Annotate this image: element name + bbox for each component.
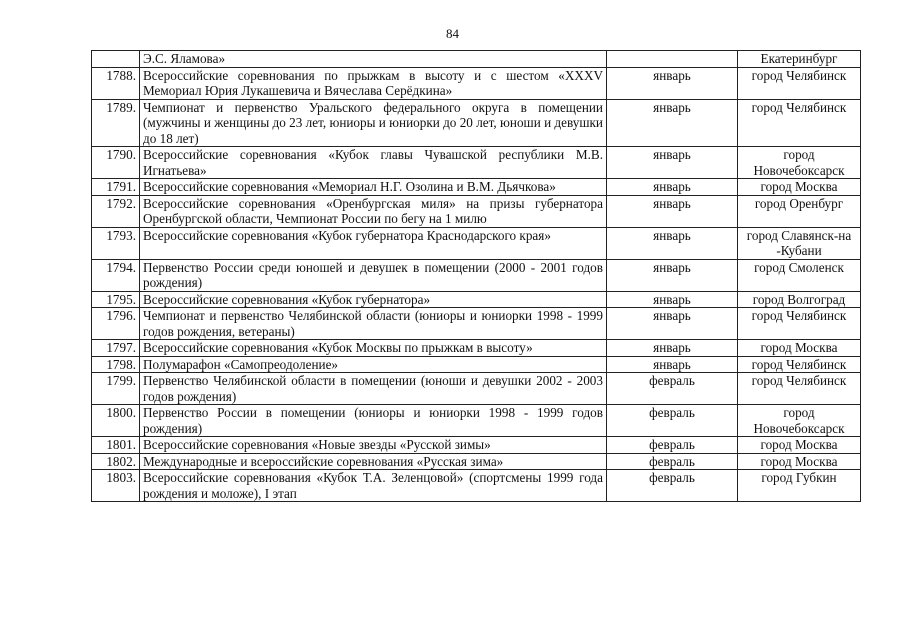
event-date-cell: январь	[607, 147, 738, 179]
event-date-cell: январь	[607, 259, 738, 291]
event-date-cell: февраль	[607, 453, 738, 470]
event-number-cell: 1794.	[92, 259, 140, 291]
table-row	[92, 67, 861, 99]
event-number-cell: 1792.	[92, 195, 140, 227]
event-name-cell: Всероссийские соревнования «Кубок главы Чувашской республики М.В. Игнатьева»	[140, 147, 607, 179]
event-date-cell: январь	[607, 291, 738, 308]
event-number-cell: 1799.	[92, 373, 140, 405]
event-place-cell: город Челябинск	[738, 308, 861, 340]
event-number-cell: 1802.	[92, 453, 140, 470]
event-date-cell: январь	[607, 356, 738, 373]
event-date-cell: февраль	[607, 437, 738, 454]
table-row	[92, 453, 861, 470]
table-row	[92, 179, 861, 196]
event-date-cell: январь	[607, 340, 738, 357]
event-date-cell: январь	[607, 99, 738, 147]
table-row	[92, 405, 861, 437]
event-date-cell: февраль	[607, 405, 738, 437]
event-name-cell: Э.С. Яламова»	[140, 51, 607, 68]
event-number-cell: 1789.	[92, 99, 140, 147]
event-number-cell: 1797.	[92, 340, 140, 357]
event-date-cell: январь	[607, 179, 738, 196]
event-number-cell: 1796.	[92, 308, 140, 340]
event-name-cell: Чемпионат и первенство Челябинской области (юниоры и юниорки 1998 - 1999 годов рождения, ветераны)	[140, 308, 607, 340]
event-place-cell: город Челябинск	[738, 99, 861, 147]
event-number-cell: 1801.	[92, 437, 140, 454]
table-row	[92, 291, 861, 308]
event-date-cell: февраль	[607, 373, 738, 405]
event-name-cell: Чемпионат и первенство Уральского федерального округа в помещении (мужчины и женщины до 23 лет, юниоры и юниорки до 20 лет, юноши и девушки до 18 лет)	[140, 99, 607, 147]
event-name-cell: Первенство России среди юношей и девушек в помещении (2000 - 2001 годов рождения)	[140, 259, 607, 291]
event-date-cell	[607, 51, 738, 68]
event-date-cell: январь	[607, 227, 738, 259]
table-row	[92, 373, 861, 405]
event-place-cell: город Волгоград	[738, 291, 861, 308]
table-row	[92, 308, 861, 340]
event-name-cell: Всероссийские соревнования «Кубок Москвы по прыжкам в высоту»	[140, 340, 607, 357]
event-place-cell: город Москва	[738, 437, 861, 454]
event-name-cell: Всероссийские соревнования «Кубок губернатора»	[140, 291, 607, 308]
event-name-cell: Первенство Челябинской области в помещении (юноши и девушки 2002 - 2003 годов рождения)	[140, 373, 607, 405]
table-row	[92, 195, 861, 227]
event-place-cell: город Новочебоксарск	[738, 147, 861, 179]
events-table	[91, 50, 861, 502]
event-name-cell: Международные и всероссийские соревнования «Русская зима»	[140, 453, 607, 470]
event-place-cell: город Новочебоксарск	[738, 405, 861, 437]
table-row	[92, 356, 861, 373]
page-number: 84	[446, 26, 459, 41]
table-row	[92, 259, 861, 291]
event-place-cell: город Смоленск	[738, 259, 861, 291]
event-number-cell: 1798.	[92, 356, 140, 373]
event-name-cell: Всероссийские соревнования «Кубок Т.А. Зеленцовой» (спортсмены 1999 года рождения и моложе), I этап	[140, 470, 607, 502]
event-name-cell: Всероссийские соревнования по прыжкам в высоту и с шестом «XXXV Мемориал Юрия Лукашевича и Вячеслава Серёдкина»	[140, 67, 607, 99]
event-number-cell: 1800.	[92, 405, 140, 437]
event-name-cell: Всероссийские соревнования «Новые звезды «Русской зимы»	[140, 437, 607, 454]
event-date-cell: январь	[607, 67, 738, 99]
table-row	[92, 51, 861, 68]
event-place-cell: город Челябинск	[738, 67, 861, 99]
event-number-cell: 1791.	[92, 179, 140, 196]
event-name-cell: Всероссийские соревнования «Кубок губернатора Краснодарского края»	[140, 227, 607, 259]
event-place-cell: Екатеринбург	[738, 51, 861, 68]
table-row	[92, 147, 861, 179]
event-number-cell: 1803.	[92, 470, 140, 502]
event-date-cell: январь	[607, 195, 738, 227]
event-place-cell: город Оренбург	[738, 195, 861, 227]
table-row	[92, 340, 861, 357]
event-number-cell: 1790.	[92, 147, 140, 179]
event-place-cell: город Челябинск	[738, 373, 861, 405]
table-row	[92, 437, 861, 454]
event-number-cell: 1788.	[92, 67, 140, 99]
table-row	[92, 99, 861, 147]
event-name-cell: Первенство России в помещении (юниоры и юниорки 1998 - 1999 годов рождения)	[140, 405, 607, 437]
table-row	[92, 470, 861, 502]
event-name-cell: Полумарафон «Самопреодоление»	[140, 356, 607, 373]
event-name-cell: Всероссийские соревнования «Оренбургская миля» на призы губернатора Оренбургской области, Чемпионат России по бегу на 1 милю	[140, 195, 607, 227]
event-place-cell: город Москва	[738, 340, 861, 357]
event-number-cell: 1793.	[92, 227, 140, 259]
event-place-cell: город Челябинск	[738, 356, 861, 373]
event-place-cell: город Губкин	[738, 470, 861, 502]
event-date-cell: январь	[607, 308, 738, 340]
event-number-cell	[92, 51, 140, 68]
event-number-cell: 1795.	[92, 291, 140, 308]
event-name-cell: Всероссийские соревнования «Мемориал Н.Г. Озолина и В.М. Дьячкова»	[140, 179, 607, 196]
table-row	[92, 227, 861, 259]
event-date-cell: февраль	[607, 470, 738, 502]
event-place-cell: город Москва	[738, 179, 861, 196]
event-place-cell: город Славянск-на -Кубани	[738, 227, 861, 259]
event-place-cell: город Москва	[738, 453, 861, 470]
